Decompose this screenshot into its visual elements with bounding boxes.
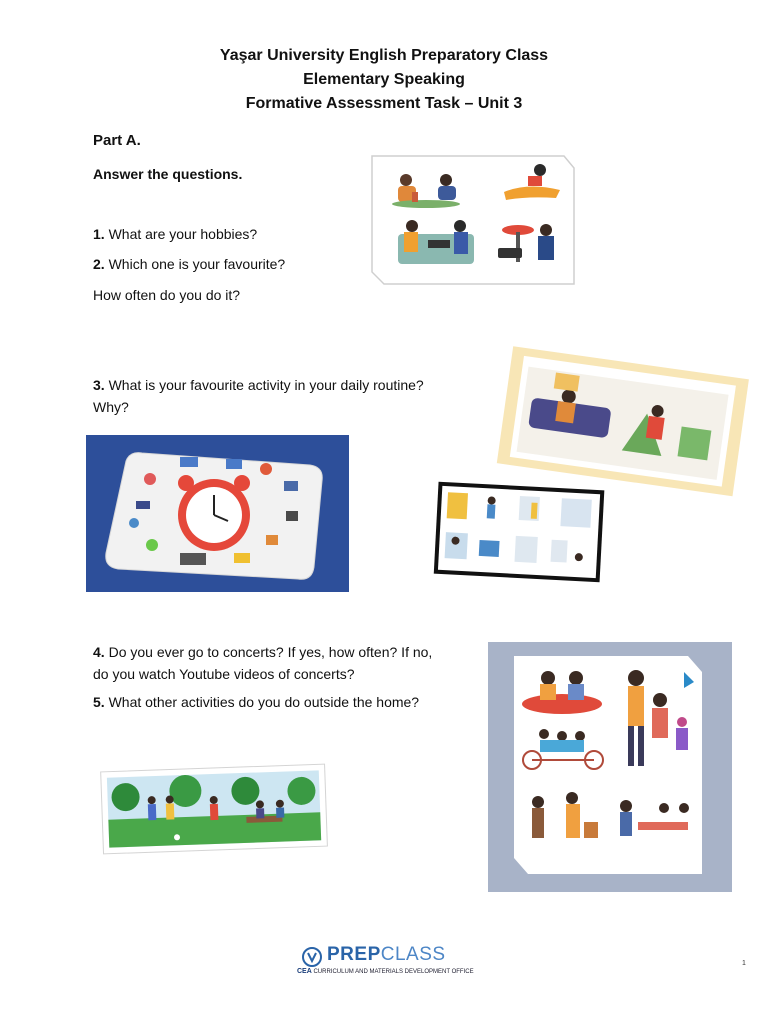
header-task: Formative Assessment Task – Unit 3 xyxy=(245,95,523,112)
daily-routine-illustration xyxy=(486,340,756,500)
header-subtitle: Elementary Speaking xyxy=(303,71,465,88)
question-5 xyxy=(93,691,419,713)
question-4 xyxy=(93,641,483,685)
page-mark: 1 xyxy=(742,960,746,967)
question-number: 3. xyxy=(93,377,105,393)
question-4-followup: do you watch Youtube videos of concerts? xyxy=(93,666,355,682)
brand-bold: PREP xyxy=(327,944,381,965)
question-number: 5. xyxy=(93,694,105,710)
office-name: CURRICULUM AND MATERIALS DEVELOPMENT OFFICE xyxy=(313,969,474,975)
question-text: Which one is your favourite? xyxy=(108,256,286,272)
prepclass-logo xyxy=(297,944,477,978)
question-number: 4. xyxy=(93,644,105,660)
hobbies-illustration xyxy=(368,152,578,288)
document-header xyxy=(0,44,768,116)
question-number: 2. xyxy=(93,256,105,272)
family-activities-illustration xyxy=(488,642,732,892)
org-name: CEA xyxy=(297,968,312,975)
question-3-followup: Why? xyxy=(93,399,129,415)
instructions: Answer the questions. xyxy=(93,166,243,182)
clock-activities-illustration xyxy=(86,435,349,592)
routine-panels-illustration xyxy=(430,480,608,586)
question-2 xyxy=(93,253,285,275)
office-line xyxy=(297,968,474,975)
question-2-followup: How often do you do it? xyxy=(93,287,241,303)
shield-logo-icon xyxy=(301,946,323,968)
brand-name xyxy=(327,944,446,966)
question-text: What is your favourite activity in your daily routine? xyxy=(108,377,424,393)
question-text: What other activities do you do outside the home? xyxy=(108,694,420,710)
question-text: What are your hobbies? xyxy=(108,226,258,242)
question-text: Do you ever go to concerts? If yes, how often? If no, xyxy=(108,644,433,660)
question-number: 1. xyxy=(93,226,105,242)
header-title: Yaşar University English Preparatory Class xyxy=(219,47,549,64)
brand-light: CLASS xyxy=(380,944,446,965)
question-3 xyxy=(93,374,483,418)
park-scene-illustration xyxy=(96,760,332,856)
question-1 xyxy=(93,223,257,245)
part-title: Part A. xyxy=(93,132,141,149)
